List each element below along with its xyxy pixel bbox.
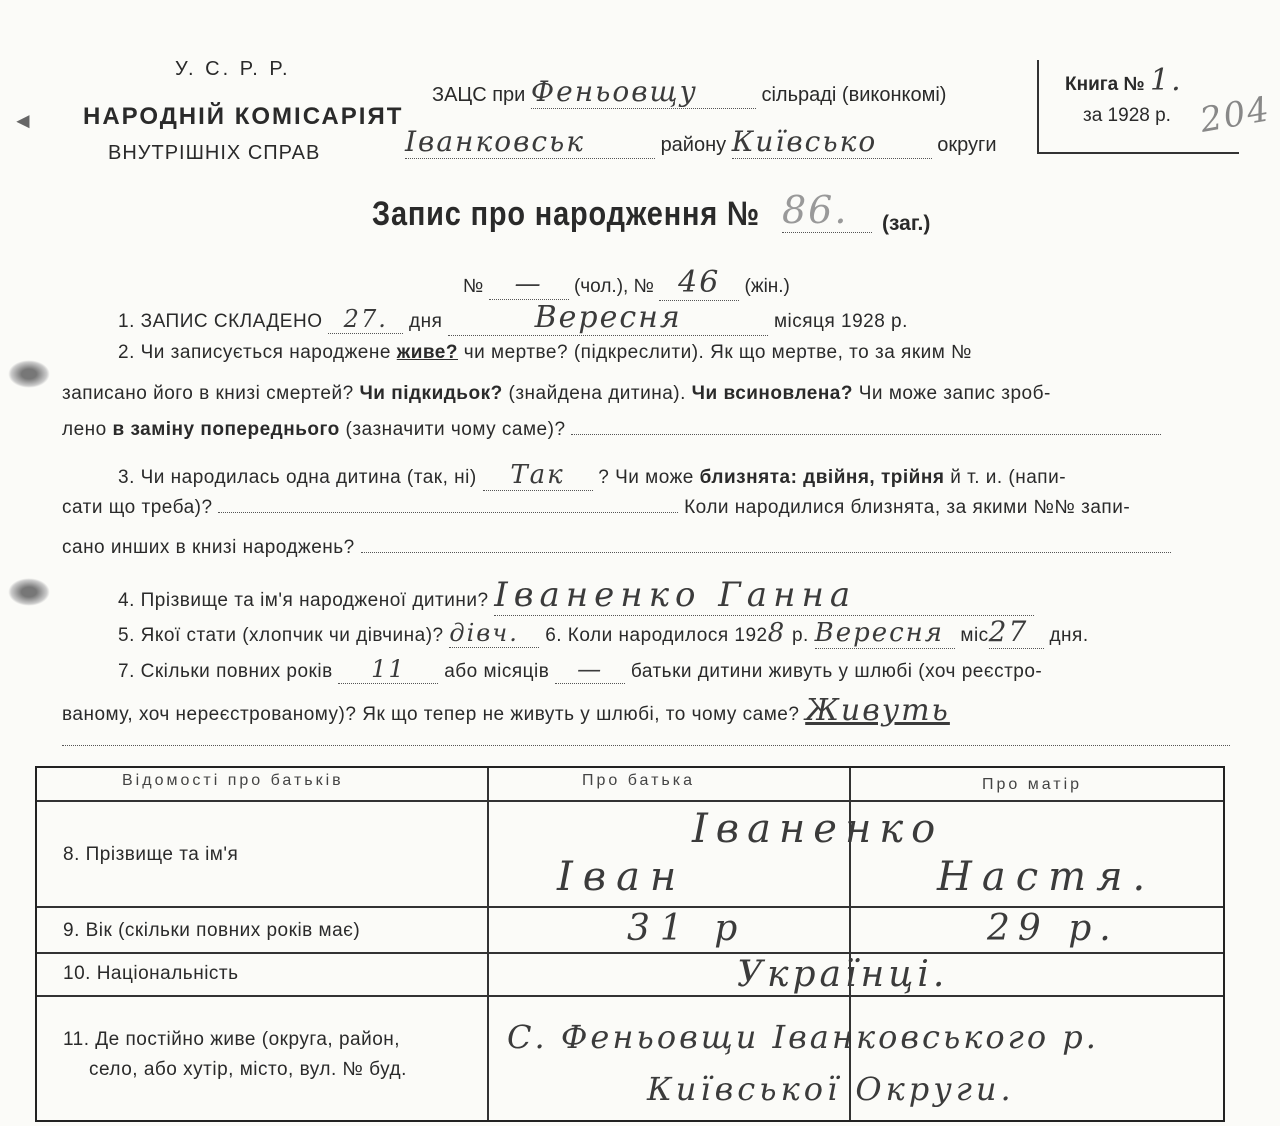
birth-day-handwritten: 27 xyxy=(989,615,1044,649)
birth-year-handwritten: 8 xyxy=(767,618,787,648)
marriage-years-handwritten: 11 xyxy=(338,655,438,684)
record-title: Запис про народження № xyxy=(372,195,760,233)
corner-number-handwritten: 204 xyxy=(1197,89,1274,141)
residence-handwritten-line-2: Київської Округи. xyxy=(647,1070,1015,1108)
marriage-months-handwritten: — xyxy=(555,655,625,684)
child-name-handwritten: Іваненко Ганна xyxy=(494,575,1034,616)
birth-month-handwritten: Вересня xyxy=(815,618,955,649)
row-10-label: 10. Національність xyxy=(63,963,239,984)
blank-line xyxy=(62,745,1230,746)
record-title-suffix: (заг.) xyxy=(882,212,931,235)
col-header-parents-info: Відомості про батьків xyxy=(122,772,344,789)
item-2-line-3: лено в заміну попереднього (зазначити чому саме)? xyxy=(62,419,1161,441)
item-3-line-3: сано инших в книзі народжень? xyxy=(62,537,1171,559)
item-2-line-2: записано його в книзі смертей? Чи підкидьок? (знайдена дитина). Чи всиновлена? Чи може запис зроб- xyxy=(62,383,1051,404)
female-number-handwritten: 46 xyxy=(659,265,739,301)
marriage-status-handwritten: Живуть xyxy=(805,693,950,728)
one-child-handwritten: Так xyxy=(483,460,593,491)
mother-name-handwritten: Настя. xyxy=(937,854,1156,900)
item-5-6: 5. Якої стати (хлопчик чи дівчина)? дівч. 6. Коли народилося 1928 р. Вересня міс27 дня. xyxy=(118,615,1089,648)
rayon-handwritten: Іванковськ xyxy=(405,125,655,159)
commissariat-heading: НАРОДНІЙ КОМІСАРІЯТ xyxy=(83,103,404,130)
row-11-label-line-1: 11. Де постійно живе (округа, район, xyxy=(63,1029,401,1050)
col-header-mother: Про матір xyxy=(982,776,1083,793)
item-4: 4. Прізвище та ім'я народженої дитини? Іваненко Ганна xyxy=(118,575,1034,616)
book-year: за 1928 р. xyxy=(1083,105,1171,126)
hole-mark-icon: ◄ xyxy=(12,108,34,133)
col-header-father: Про батька xyxy=(582,772,695,789)
item-3-line-1: 3. Чи народилась одна дитина (так, ні) Так ? Чи може близнята: двійня, трійня й т. и. (напи- xyxy=(118,460,1067,490)
item-1: 1. ЗАПИС СКЛАДЕНО 27. дня Вересня місяця 1928 р. xyxy=(118,300,908,335)
book-number-handwritten: 1. xyxy=(1149,63,1183,98)
zags-line: ЗАЦС при Феньовщу сільраді (виконкомі) xyxy=(432,75,947,108)
row-11-label-line-2: село, або хутір, місто, вул. № буд. xyxy=(89,1059,407,1080)
parents-table xyxy=(35,766,1225,1122)
nationality-handwritten: Українці. xyxy=(737,954,949,995)
item-7-line-1: 7. Скільки повних років 11 або місяців — батьки дитини живуть у шлюбі (хоч реєстро- xyxy=(118,655,1043,683)
row-9-label: 9. Вік (скільки повних років має) xyxy=(63,920,361,941)
ussr-heading: У. С. Р. Р. xyxy=(175,58,291,80)
rayon-line: Іванковськ району Київсько округи xyxy=(405,125,997,158)
okruga-handwritten: Київсько xyxy=(732,125,932,159)
department-heading: ВНУТРІШНІХ СПРАВ xyxy=(108,142,321,164)
item-3-line-2: сати що треба)? Коли народилися близнята, за якими №№ запи- xyxy=(62,497,1131,518)
record-day-handwritten: 27. xyxy=(328,305,403,334)
father-name-handwritten: Іван xyxy=(557,854,687,900)
child-sex-handwritten: дівч. xyxy=(449,619,539,648)
record-number-handwritten: 86. xyxy=(782,188,872,233)
item-7-line-2: ваному, хоч нереєстрованому)? Як що тепер не живуть у шлюбі, то чому саме? Живуть xyxy=(62,693,950,728)
male-number-handwritten: — xyxy=(489,269,569,300)
punch-hole-icon xyxy=(8,578,50,606)
mother-age-handwritten: 29 р. xyxy=(987,908,1119,949)
row-8-label: 8. Прізвище та ім'я xyxy=(63,844,239,865)
item-2-line-1: 2. Чи записується народжене живе? чи мертве? (підкреслити). Як що мертве, то за яким № xyxy=(118,342,972,363)
father-age-handwritten: 31 р xyxy=(627,908,748,949)
parents-surname-handwritten: Іваненко xyxy=(692,806,944,852)
book-number-line: Книга № 1. xyxy=(1065,63,1183,98)
selrada-handwritten: Феньовщу xyxy=(531,75,756,109)
punch-hole-icon xyxy=(8,360,50,388)
record-month-handwritten: Вересня xyxy=(448,300,768,336)
record-subnumbers: № — (чол.), № 46 (жін.) xyxy=(463,265,790,300)
residence-handwritten-line-1: С. Феньовщи Іванковського р. xyxy=(507,1018,1099,1056)
